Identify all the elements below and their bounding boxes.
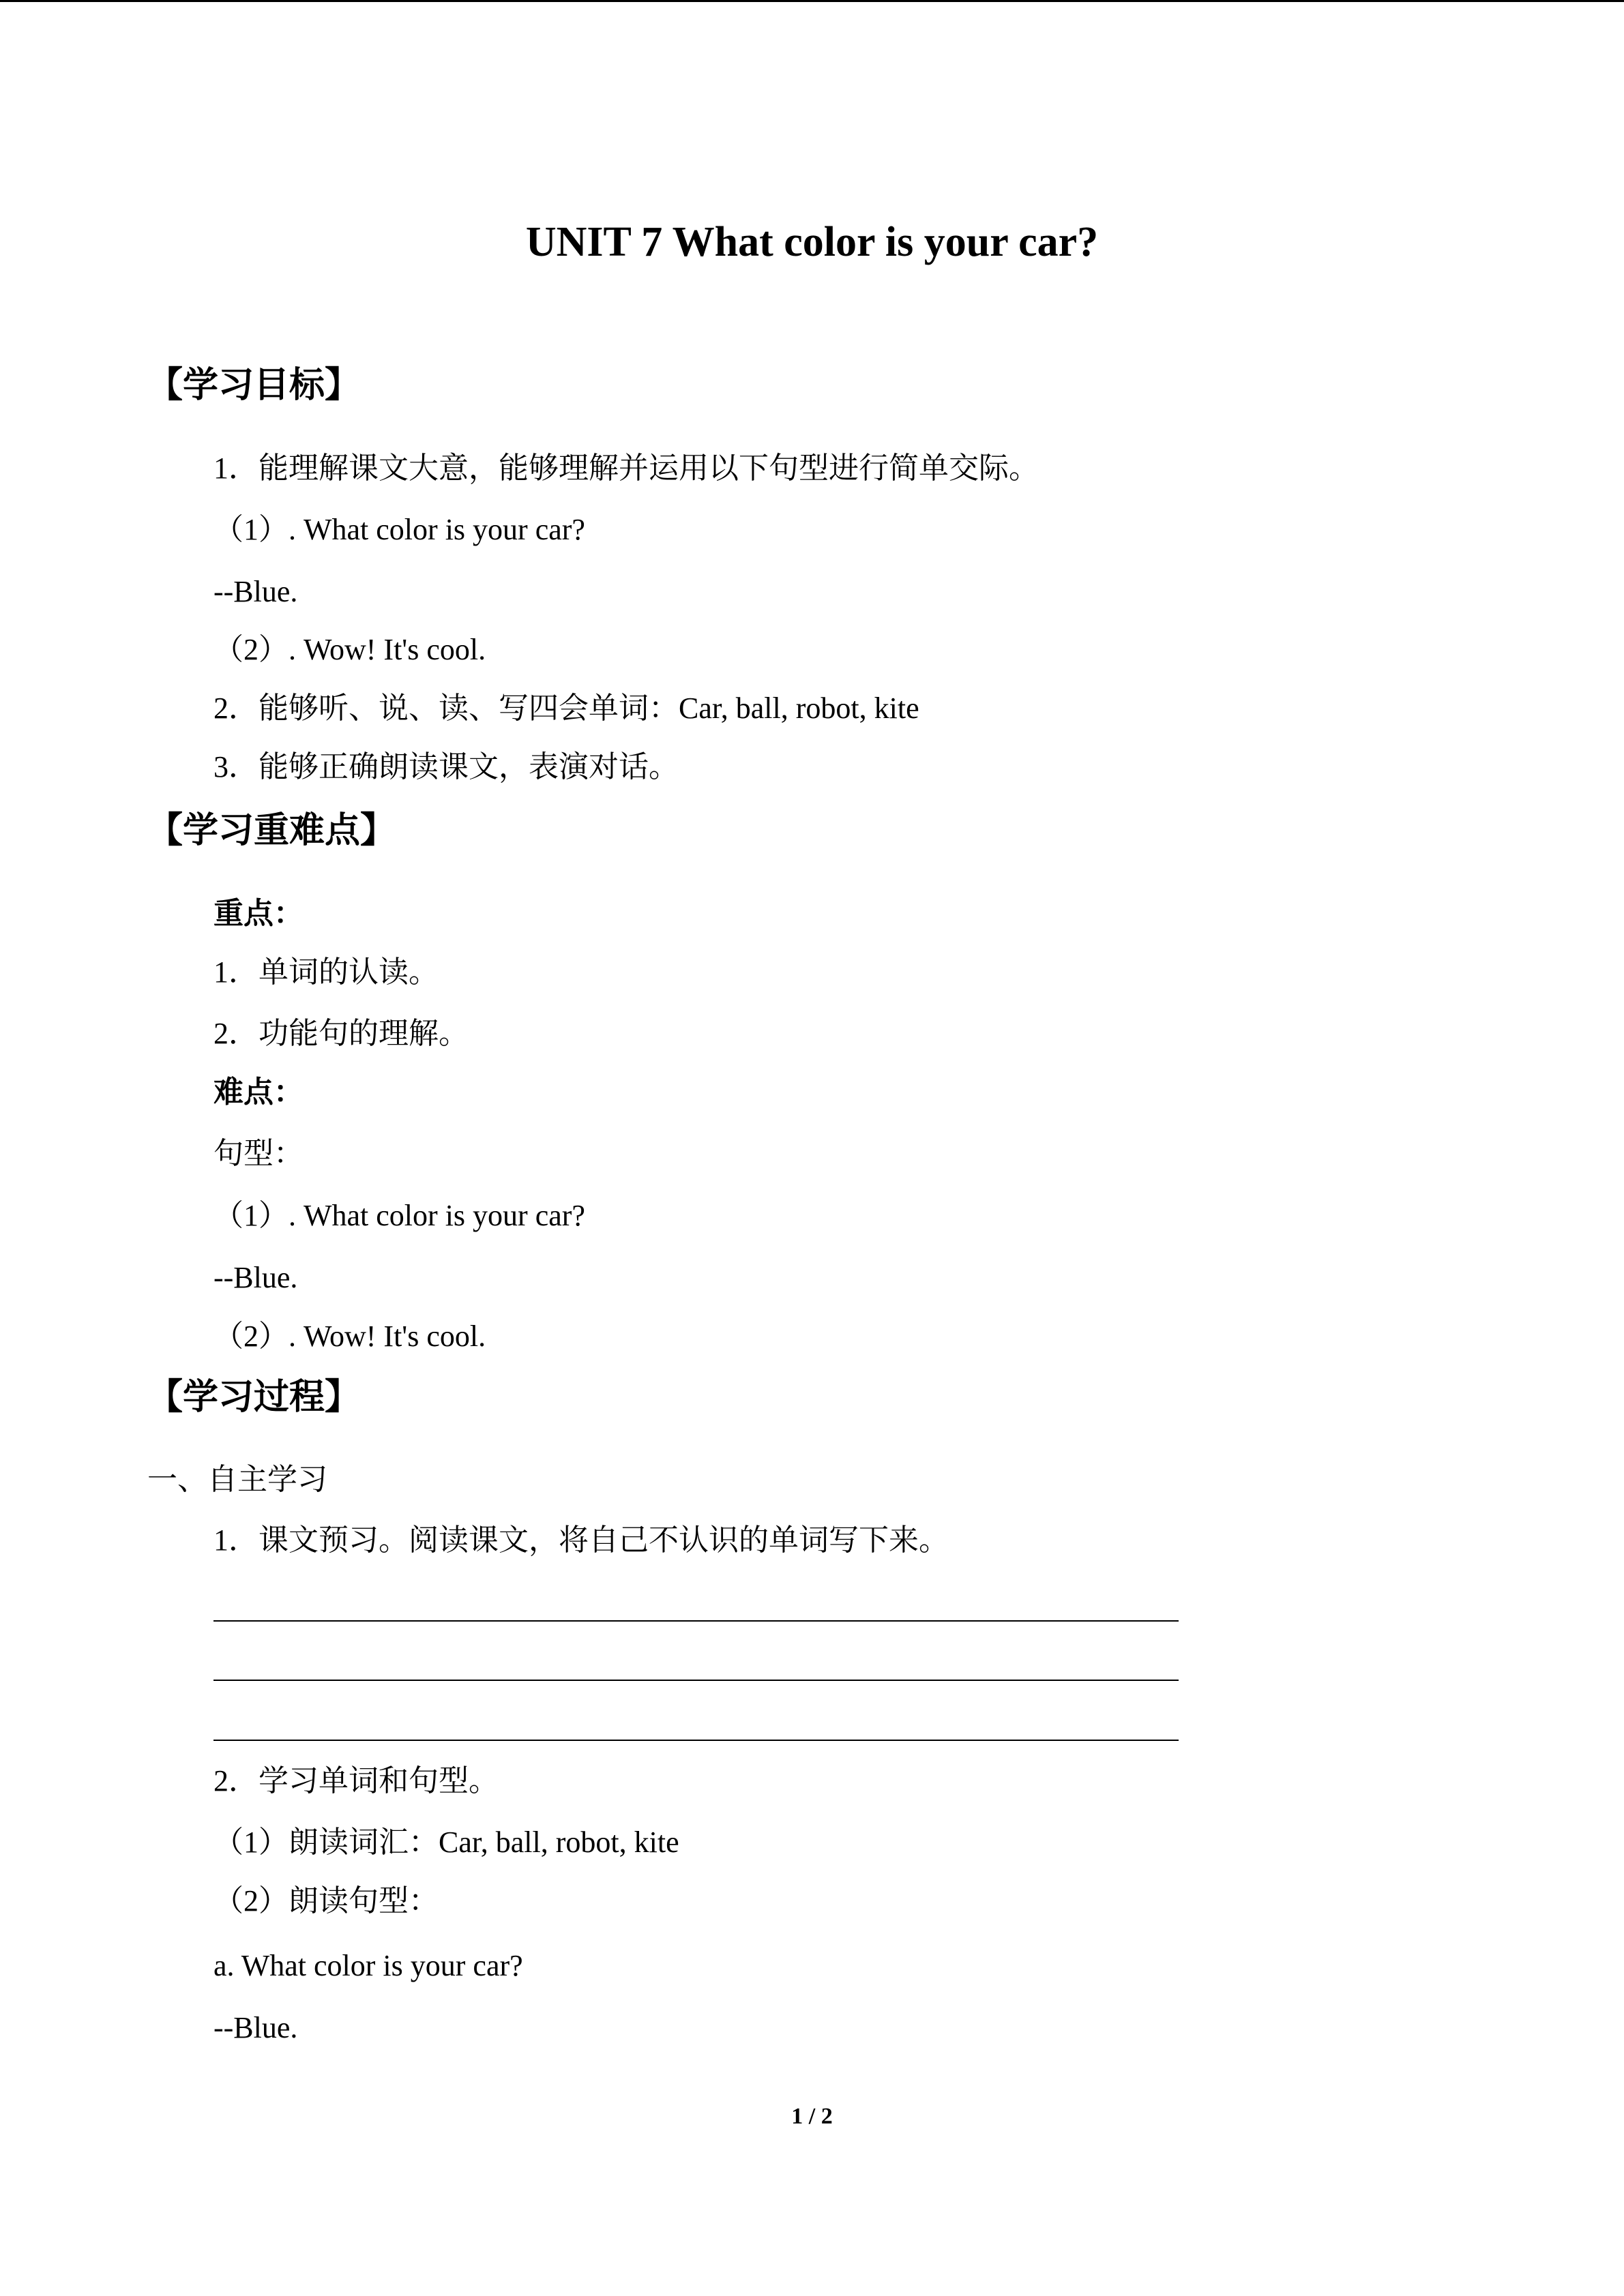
key-label: 重点：	[213, 897, 304, 930]
pattern-reading: （2）朗读句型：	[213, 1884, 439, 1918]
pattern-question: a. What color is your car?	[213, 1949, 523, 1982]
objective-item-3: 3．能够正确朗读课文，表演对话。	[213, 750, 679, 784]
objective-answer-1: --Blue.	[213, 575, 298, 608]
difficulty-sentence-2: （2）. Wow! It's cool.	[213, 1320, 486, 1353]
top-border-line	[0, 0, 1624, 2]
document-title: UNIT 7 What color is your car?	[525, 219, 1099, 265]
process-step-1: 1．课文预习。阅读课文，将自己不认识的单词写下来。	[213, 1523, 949, 1557]
key-point-2: 2．功能句的理解。	[213, 1017, 469, 1050]
answer-line-2	[213, 1680, 1179, 1681]
difficulty-answer-1: --Blue.	[213, 1261, 298, 1294]
page-number: 1 / 2	[791, 2104, 833, 2129]
pattern-label: 句型：	[213, 1137, 304, 1170]
difficulty-sentence-1: （1）. What color is your car?	[213, 1199, 585, 1232]
section-heading-objectives: 【学习目标】	[147, 366, 361, 405]
key-point-1: 1．单词的认读。	[213, 955, 439, 989]
section-heading-process: 【学习过程】	[147, 1378, 361, 1417]
process-part-1: 一、自主学习	[147, 1463, 327, 1496]
vocab-reading: （1）朗读词汇：Car, ball, robot, kite	[213, 1825, 679, 1859]
objective-sentence-1: （1）. What color is your car?	[213, 513, 585, 546]
section-heading-key-points: 【学习重难点】	[147, 811, 396, 850]
objective-item-1: 1．能理解课文大意，能够理解并运用以下句型进行简单交际。	[213, 451, 1039, 485]
objective-item-2: 2．能够听、说、读、写四会单词：Car, ball, robot, kite	[213, 691, 919, 725]
answer-line-3	[213, 1740, 1179, 1741]
difficulty-label: 难点：	[213, 1075, 304, 1109]
answer-line-1	[213, 1620, 1179, 1622]
pattern-answer: --Blue.	[213, 2011, 298, 2044]
objective-sentence-2: （2）. Wow! It's cool.	[213, 633, 486, 666]
process-step-2: 2．学习单词和句型。	[213, 1764, 499, 1798]
